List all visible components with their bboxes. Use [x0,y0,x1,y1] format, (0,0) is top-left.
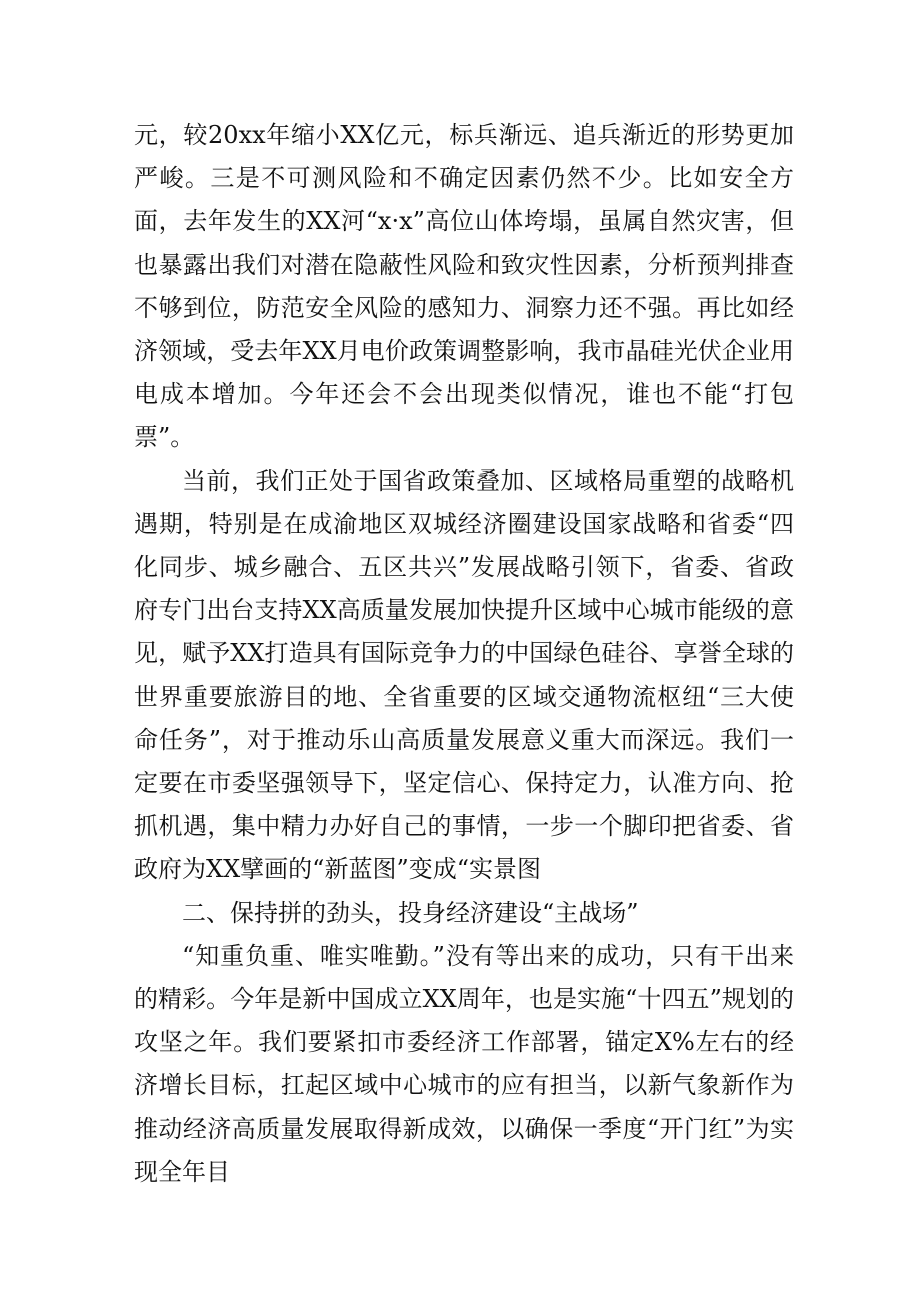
paragraph-economic-goals: “知重负重、唯实唯勤。”没有等出来的成功，只有干出来的精彩。今年是新中国成立XX周年，也是实施“十四五”规划的攻坚之年。我们要紧扣市委经济工作部署，锚定X%左右的经济增长目标，扛起区域中心城市的应有担当，以新气象新作为推动经济高质量发展取得新成效，以确保一季度“开门红”为实现全年目 [134,941,794,1186]
paragraph-strategic-opportunity: 当前，我们正处于国省政策叠加、区域格局重塑的战略机遇期，特别是在成渝地区双城经济圈建设国家战略和省委“四化同步、城乡融合、五区共兴”发展战略引领下，省委、省政府专门出台支持XX高质量发展加快提升区域中心城市能级的意见，赋予XX打造具有国际竞争力的中国绿色硅谷、享誉全球的世界重要旅游目的地、全省重要的区域交通物流枢纽“三大使命任务”，对于推动乐山高质量发展意义重大而深远。我们一定要在市委坚强领导下，坚定信心、保持定力，认准方向、抢抓机遇，集中精力办好自己的事情，一步一个脚印把省委、省政府为XX擘画的“新蓝图”变成“实景图 [134,466,794,884]
paragraph-risk-factors: 元，较20xx年缩小XX亿元，标兵渐远、追兵渐近的形势更加严峻。三是不可测风险和不确定因素仍然不少。比如安全方面，去年发生的XX河“x·x”高位山体垮塌，虽属自然灾害，但也暴露出我们对潜在隐蔽性风险和致灾性因素，分析预判排查不够到位，防范安全风险的感知力、洞察力还不强。再比如经济领域，受去年XX月电价政策调整影响，我市晶硅光伏企业用电成本增加。今年还会不会出现类似情况，谁也不能“打包票”。 [134,121,794,452]
section-heading-2: 二、保持拼的劲头，投身经济建设“主战场” [182,898,639,927]
document-body [134,114,794,1194]
